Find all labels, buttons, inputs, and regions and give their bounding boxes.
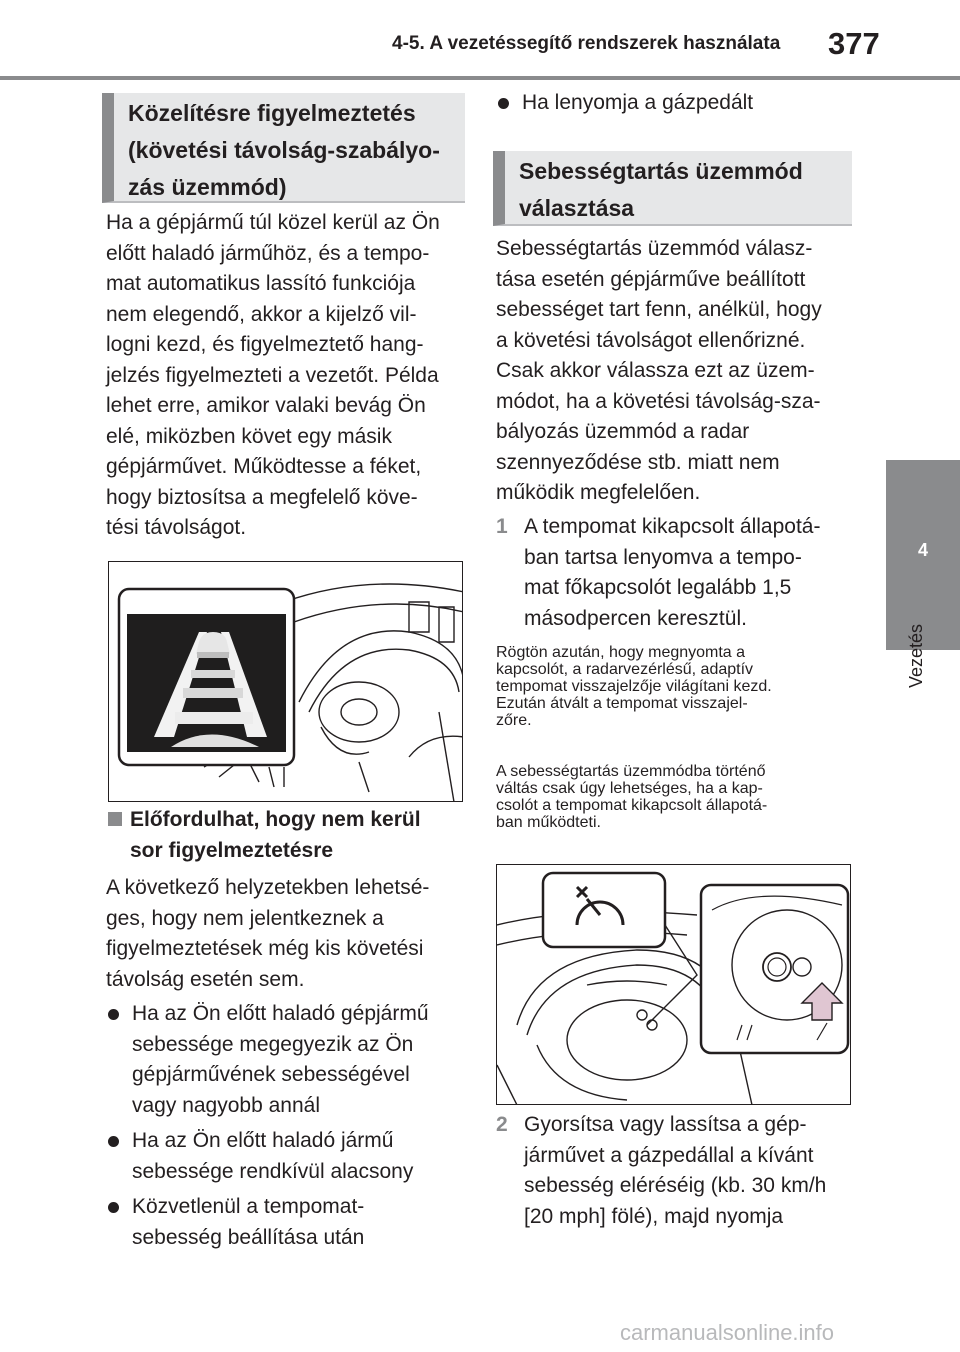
square-bullet-icon <box>108 812 122 826</box>
text-line: logni kezd, és figyelmeztető hang- <box>106 333 424 356</box>
text-line: A sebességtartás üzemmódba történő <box>496 763 766 780</box>
text-line: ban tartsa lenyomva a tempo- <box>524 545 802 569</box>
heading-line: Sebességtartás üzemmód <box>519 158 803 184</box>
text-line: zőre. <box>496 712 532 729</box>
heading-line: zás üzemmód) <box>128 174 287 200</box>
dashboard-drawing <box>109 562 463 802</box>
text-line: mat főkapcsolót legalább 1,5 <box>524 576 792 599</box>
text-line: Ha lenyomja a gázpedált <box>522 91 754 114</box>
section-heading-proximity-warning <box>102 93 465 203</box>
header-rule <box>0 76 960 80</box>
text-line: jelzés figyelmezteti a vezetőt. Példa <box>106 363 439 387</box>
text-line: járművet a gázpedállal a kívánt <box>524 1143 814 1167</box>
heading-line: választása <box>519 195 635 221</box>
chapter-label: Vezetés <box>906 623 926 688</box>
text-line: hogy biztosítsa a megfelelő köve- <box>106 485 418 509</box>
text-line: elé, miközben követ egy másik <box>106 424 392 448</box>
text-line: sebessége megegyezik az Ön <box>132 1032 414 1056</box>
text-line: [20 mph] fölé), majd nyomja <box>524 1204 784 1228</box>
chapter-label-box <box>898 600 938 690</box>
bullet-dot-icon <box>108 1009 119 1020</box>
text-line: Ha az Ön előtt haladó jármű <box>132 1129 394 1152</box>
text-line: sor figyelmeztetésre <box>130 838 334 862</box>
watermark: carmanualsonline.info <box>620 1320 835 1345</box>
chapter-number: 4 <box>917 540 928 560</box>
text-line: figyelmeztetések még kis követési <box>106 937 424 960</box>
bullet-dot-icon <box>498 98 509 109</box>
text-line: sebesség beállítása után <box>132 1225 365 1249</box>
running-header: 4-5. A vezetéssegítő rendszerek használata <box>392 33 781 54</box>
text-line: távolság esetén sem. <box>106 967 305 991</box>
text-line: A tempomat kikapcsolt állapotá- <box>524 515 821 538</box>
text-line: ban működteti. <box>496 814 601 831</box>
list-item <box>132 1126 462 1187</box>
text-line: gépjárművet. Működtesse a féket, <box>106 455 422 478</box>
bullet-dot-icon <box>108 1136 119 1147</box>
text-line: Gyorsítsa vagy lassítsa a gép- <box>524 1113 807 1136</box>
note-1 <box>496 644 856 729</box>
text-line: Csak akkor válassza ezt az üzem- <box>496 359 815 382</box>
text-line: mat automatikus lassító funkciója <box>106 272 416 295</box>
text-line: sebesség eléréséig (kb. 30 km/h <box>524 1174 827 1197</box>
heading-line: (követési távolság-szabályo- <box>128 137 440 163</box>
text-line: Ha a gépjármű túl közel kerül az Ön <box>106 211 440 234</box>
text-line: Közvetlenül a tempomat- <box>132 1195 365 1218</box>
page-number: 377 <box>828 26 880 61</box>
step-2 <box>496 1110 854 1232</box>
text-line: előtt haladó járműhöz, és a tempo- <box>106 241 430 265</box>
no-warning-paragraph <box>106 873 466 995</box>
heading-line: Közelítésre figyelmeztetés <box>128 100 416 126</box>
text-line: váltás csak úgy lehetséges, ha a kap- <box>496 780 763 797</box>
text-line: nem elegendő, akkor a kijelző vil- <box>106 302 417 326</box>
text-line: tása esetén gépjárműve beállított <box>496 267 806 291</box>
text-line: sebességet tart fenn, anélkül, hogy <box>496 298 822 321</box>
bullet-dot-icon <box>108 1202 119 1213</box>
step-number: 1 <box>496 515 508 538</box>
text-line: ges, hogy nem jelentkeznek a <box>106 906 384 930</box>
steering-wheel-drawing <box>497 865 851 1105</box>
text-line: gépjárművének sebességével <box>132 1063 410 1086</box>
list-item <box>132 1192 462 1253</box>
text-line: lehet erre, amikor valaki bevág Ön <box>106 394 426 417</box>
text-line: csolót a tempomat kikapcsolt állapotá- <box>496 797 768 814</box>
text-line: másodpercen keresztül. <box>524 606 747 630</box>
text-line: Rögtön azután, hogy megnyomta a <box>496 644 746 661</box>
text-line: vagy nagyobb annál <box>132 1093 320 1117</box>
constant-speed-paragraph <box>496 234 856 509</box>
cruise-switch-illustration <box>496 864 851 1105</box>
step-number: 2 <box>496 1113 508 1136</box>
step-1 <box>496 512 854 634</box>
text-line: Ezután átvált a tempomat visszajel- <box>496 695 748 712</box>
list-item <box>132 999 462 1121</box>
text-line: tempomat visszajelzője világítani kezd. <box>496 678 772 695</box>
text-line: sebessége rendkívül alacsony <box>132 1159 414 1183</box>
section-heading-constant-speed-mode <box>493 151 852 226</box>
text-line: Sebességtartás üzemmód válasz- <box>496 237 813 260</box>
dashboard-warning-illustration <box>108 561 463 802</box>
text-line: módot, ha a követési távolság-sza- <box>496 389 821 413</box>
text-line: Ha az Ön előtt haladó gépjármű <box>132 1002 429 1025</box>
text-line: tési távolságot. <box>106 516 247 539</box>
text-line: Előfordulhat, hogy nem kerül <box>130 808 421 831</box>
proximity-warning-paragraph <box>106 208 466 544</box>
note-2 <box>496 763 856 831</box>
subheading-no-warning <box>130 805 460 866</box>
list-item <box>522 88 852 119</box>
text-line: a követési távolságot ellenőrizné. <box>496 328 806 352</box>
text-line: A következő helyzetekben lehetsé- <box>106 876 430 899</box>
text-line: szennyeződése stb. miatt nem <box>496 450 780 474</box>
text-line: kapcsolót, a radarvezérlésű, adaptív <box>496 661 754 678</box>
text-line: működik megfelelően. <box>496 481 701 504</box>
text-line: bályozás üzemmód a radar <box>496 420 750 443</box>
